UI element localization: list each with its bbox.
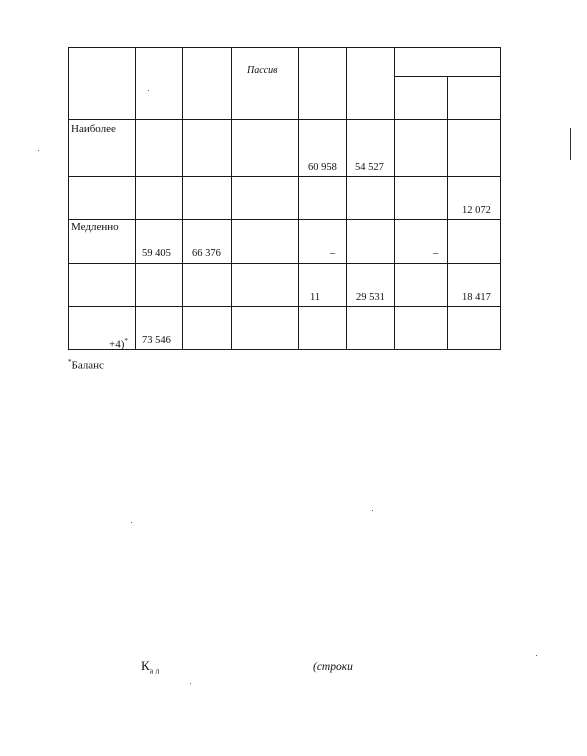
footnote: *Баланс xyxy=(68,358,104,372)
scan-speck xyxy=(131,522,132,523)
cell-r4c5: 29 531 xyxy=(356,292,385,303)
cell-r1c4: 60 958 xyxy=(308,162,337,173)
row-divider xyxy=(68,119,501,120)
cell-r3c2: 66 376 xyxy=(192,248,221,259)
row-label-sum: +4)* xyxy=(109,337,128,351)
col-divider xyxy=(447,76,448,350)
table-border-left xyxy=(68,47,69,350)
table-border-bottom xyxy=(68,349,501,350)
table-border-top xyxy=(68,47,501,48)
scan-speck xyxy=(38,150,39,151)
col-divider xyxy=(298,47,299,350)
row-divider xyxy=(68,219,501,220)
cell-r3c4: – xyxy=(330,248,336,259)
col-divider xyxy=(231,47,232,350)
col-divider xyxy=(182,47,183,350)
scan-speck xyxy=(536,655,537,656)
scan-speck xyxy=(372,510,373,511)
row-label-slow: Медленно xyxy=(71,221,119,233)
col-divider xyxy=(394,47,395,350)
cell-r1c5: 54 527 xyxy=(355,162,384,173)
row-divider xyxy=(68,176,501,177)
scan-speck xyxy=(190,683,191,684)
row-label-most: Наиболее xyxy=(71,123,116,135)
cell-r3c1: 59 405 xyxy=(142,248,171,259)
header-subdivider xyxy=(395,76,501,77)
cell-r4c8: 18 417 xyxy=(462,292,491,303)
header-passive: Пассив xyxy=(247,65,278,76)
row-divider xyxy=(68,306,501,307)
cell-r4c4: 11 xyxy=(310,292,321,303)
cell-r5c1: 73 546 xyxy=(142,335,171,346)
balance-table xyxy=(68,47,501,350)
cell-r2c8: 12 072 xyxy=(462,205,491,216)
col-divider xyxy=(346,47,347,350)
formula-k: $К_{а л}$ xyxy=(141,658,160,676)
table-border-right xyxy=(500,47,501,350)
scan-edge-mark xyxy=(570,128,571,160)
cell-r3c6: – xyxy=(433,248,439,259)
col-divider xyxy=(135,47,136,350)
formula-note: (строки xyxy=(313,661,353,673)
header-dot xyxy=(148,90,149,91)
row-divider xyxy=(68,263,501,264)
